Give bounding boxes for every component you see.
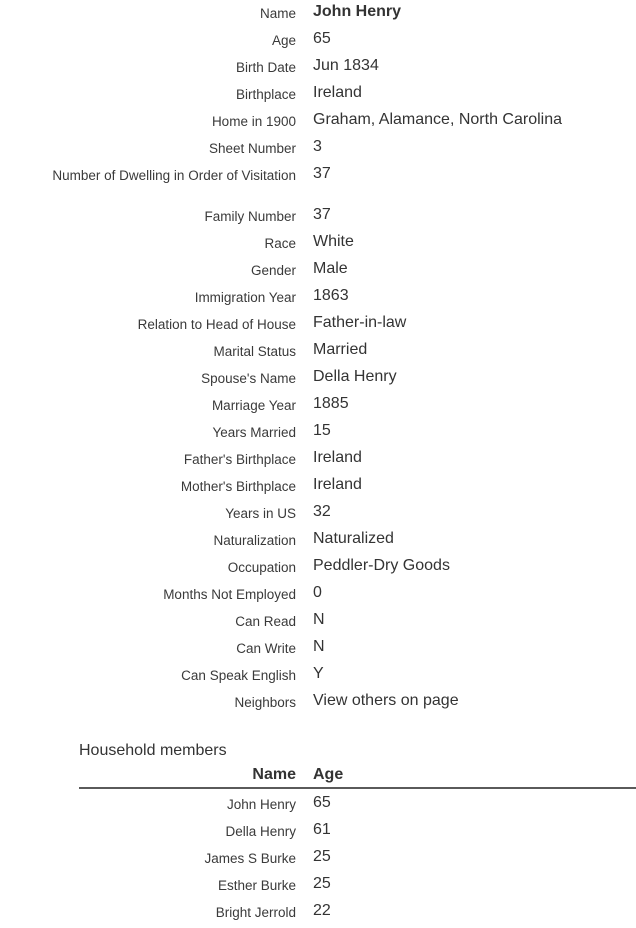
- household-row: [79, 816, 636, 843]
- fact-value: 65: [313, 30, 331, 47]
- fact-label: Gender: [250, 263, 296, 278]
- fact-row-marriage-year: [0, 392, 636, 419]
- fact-value: Peddler-Dry Goods: [313, 557, 450, 574]
- fact-label: Can Read: [235, 614, 296, 629]
- fact-row-can-speak-english: [0, 662, 636, 689]
- fact-row-gender: [0, 257, 636, 284]
- fact-row-occupation: [0, 554, 636, 581]
- fact-value: Male: [313, 260, 348, 277]
- fact-value: 37: [313, 165, 331, 182]
- fact-label: Neighbors: [234, 695, 296, 710]
- fact-value: Ireland: [313, 84, 362, 101]
- fact-value: Naturalized: [313, 530, 394, 547]
- fact-value: 3: [313, 138, 322, 155]
- fact-value: Y: [313, 665, 324, 682]
- fact-value: Ireland: [313, 449, 362, 466]
- household-row: [79, 789, 636, 816]
- fact-value: 0: [313, 584, 322, 601]
- fact-value: 32: [313, 503, 331, 520]
- fact-label: Marital Status: [213, 344, 296, 359]
- fact-label: Spouse's Name: [201, 371, 296, 386]
- column-header-name: Name: [252, 766, 296, 783]
- fact-value: 1885: [313, 395, 349, 412]
- household-member-name-link[interactable]: Esther Burke: [217, 878, 296, 893]
- household-member-name-link[interactable]: Della Henry: [225, 824, 296, 839]
- fact-label: Birth Date: [235, 60, 296, 75]
- fact-row-months-not-employed: [0, 581, 636, 608]
- fact-row-name: [0, 0, 636, 27]
- household-member-age: 65: [313, 794, 331, 811]
- fact-label: Home in 1900: [211, 114, 296, 129]
- fact-label: Mother's Birthplace: [180, 479, 296, 494]
- fact-value: 37: [313, 206, 331, 223]
- fact-row-home-in-1900: [0, 108, 636, 135]
- household-member-age: 61: [313, 821, 331, 838]
- household-member-age: 25: [313, 875, 331, 892]
- household-member-age: 25: [313, 848, 331, 865]
- fact-row-marital-status: [0, 338, 636, 365]
- fact-label: Number of Dwelling in Order of Visitation: [52, 168, 296, 183]
- fact-row-spouse-name: [0, 365, 636, 392]
- fact-label: Occupation: [227, 560, 296, 575]
- column-header-age: Age: [313, 766, 344, 783]
- fact-label: Can Speak English: [181, 668, 296, 683]
- fact-row-naturalization: [0, 527, 636, 554]
- fact-label: Sheet Number: [208, 141, 296, 156]
- fact-label: Marriage Year: [211, 398, 296, 413]
- view-neighbors-link[interactable]: View others on page: [313, 692, 459, 709]
- fact-row-family-number: [0, 203, 636, 230]
- fact-label: Naturalization: [213, 533, 296, 548]
- fact-value: White: [313, 233, 354, 250]
- household-row: [79, 870, 636, 897]
- fact-row-fathers-birthplace: [0, 446, 636, 473]
- fact-row-years-married: [0, 419, 636, 446]
- fact-value: N: [313, 638, 325, 655]
- fact-label: Birthplace: [235, 87, 296, 102]
- fact-value: Graham, Alamance, North Carolina: [313, 111, 562, 128]
- fact-label: Years Married: [212, 425, 296, 440]
- fact-label: Months Not Employed: [163, 587, 296, 602]
- fact-row-race: [0, 230, 636, 257]
- fact-label: Relation to Head of House: [137, 317, 296, 332]
- household-table-header: [79, 764, 636, 789]
- fact-label: Can Write: [236, 641, 296, 656]
- household-member-name-link[interactable]: James S Burke: [204, 851, 296, 866]
- fact-value: Jun 1834: [313, 57, 379, 74]
- household-row: [79, 897, 636, 924]
- fact-row-sheet-number: [0, 135, 636, 162]
- household-member-name-link[interactable]: John Henry: [226, 797, 296, 812]
- fact-row-immigration-year: [0, 284, 636, 311]
- fact-value: Della Henry: [313, 368, 397, 385]
- fact-label: Father's Birthplace: [183, 452, 296, 467]
- fact-value: N: [313, 611, 325, 628]
- fact-row-age: [0, 27, 636, 54]
- fact-value: Married: [313, 341, 368, 358]
- fact-row-birth-date: [0, 54, 636, 81]
- fact-value: 1863: [313, 287, 349, 304]
- household-member-name-link[interactable]: Bright Jerrold: [215, 905, 296, 920]
- household-member-age: 22: [313, 902, 331, 919]
- household-title: Household members: [79, 742, 227, 759]
- fact-value: John Henry: [313, 3, 402, 20]
- fact-label: Family Number: [204, 209, 296, 224]
- fact-label: Race: [264, 236, 296, 251]
- fact-row-relation-to-head: [0, 311, 636, 338]
- fact-label: Years in US: [225, 506, 296, 521]
- household-members-section: [0, 740, 636, 924]
- fact-value: Ireland: [313, 476, 362, 493]
- fact-row-can-read: [0, 608, 636, 635]
- fact-row-dwelling-number: [0, 162, 636, 203]
- fact-row-can-write: [0, 635, 636, 662]
- fact-row-birthplace: [0, 81, 636, 108]
- fact-label: Age: [271, 33, 296, 48]
- fact-label: Name: [259, 6, 296, 21]
- fact-row-neighbors: [0, 689, 636, 716]
- fact-value: Father-in-law: [313, 314, 407, 331]
- fact-row-mothers-birthplace: [0, 473, 636, 500]
- fact-label: Immigration Year: [194, 290, 296, 305]
- fact-value: 15: [313, 422, 331, 439]
- household-row: [79, 843, 636, 870]
- fact-row-years-in-us: [0, 500, 636, 527]
